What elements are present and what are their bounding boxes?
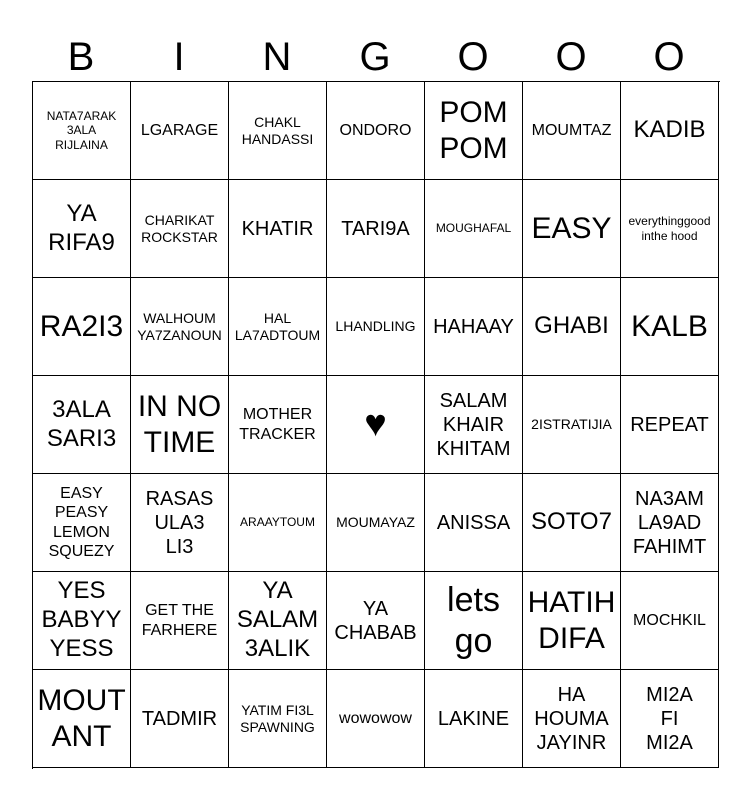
bingo-cell[interactable]: SALAM KHAIR KHITAM	[425, 376, 523, 474]
bingo-cell[interactable]: everythinggood inthe hood	[621, 180, 719, 278]
bingo-cell[interactable]: MOUMTAZ	[523, 82, 621, 180]
bingo-cell[interactable]: REPEAT	[621, 376, 719, 474]
bingo-cell[interactable]: IN NO TIME	[131, 376, 229, 474]
bingo-cell[interactable]: CHAKL HANDASSI	[229, 82, 327, 180]
bingo-cell[interactable]: YA RIFA9	[33, 180, 131, 278]
bingo-cell[interactable]: MOUGHAFAL	[425, 180, 523, 278]
bingo-cell[interactable]: MI2A FI MI2A	[621, 670, 719, 768]
header-letter-7: O	[653, 35, 685, 79]
bingo-cell[interactable]: YA CHABAB	[327, 572, 425, 670]
bingo-cell[interactable]: GET THE FARHERE	[131, 572, 229, 670]
bingo-card	[32, 81, 720, 769]
header-letter-1: B	[67, 35, 95, 79]
header-letter-4: G	[359, 35, 391, 79]
bingo-cell[interactable]: MOUT ANT	[33, 670, 131, 768]
bingo-cell[interactable]: TARI9A	[327, 180, 425, 278]
bingo-cell[interactable]: wowowow	[327, 670, 425, 768]
bingo-cell[interactable]: ARAAYTOUM	[229, 474, 327, 572]
bingo-cell[interactable]: TADMIR	[131, 670, 229, 768]
bingo-cell[interactable]: MOUMAYAZ	[327, 474, 425, 572]
bingo-cell[interactable]: KALB	[621, 278, 719, 376]
bingo-cell[interactable]: LGARAGE	[131, 82, 229, 180]
bingo-header	[32, 32, 718, 82]
header-letter-3: N	[262, 35, 292, 79]
bingo-cell[interactable]: KADIB	[621, 82, 719, 180]
bingo-cell[interactable]: NA3AM LA9AD FAHIMT	[621, 474, 719, 572]
bingo-cell[interactable]: ONDORO	[327, 82, 425, 180]
bingo-cell[interactable]: KHATIR	[229, 180, 327, 278]
bingo-cell[interactable]: RASAS ULA3 LI3	[131, 474, 229, 572]
heart-icon: ♥	[364, 402, 387, 445]
bingo-cell[interactable]: MOTHER TRACKER	[229, 376, 327, 474]
bingo-cell[interactable]: lets go	[425, 572, 523, 670]
bingo-cell[interactable]: YATIM FI3L SPAWNING	[229, 670, 327, 768]
bingo-cell[interactable]: HAL LA7ADTOUM	[229, 278, 327, 376]
bingo-cell[interactable]: CHARIKAT ROCKSTAR	[131, 180, 229, 278]
bingo-cell[interactable]: MOCHKIL	[621, 572, 719, 670]
header-letter-6: O	[555, 35, 587, 79]
bingo-cell[interactable]: HATIH DIFA	[523, 572, 621, 670]
bingo-cell[interactable]: ANISSA	[425, 474, 523, 572]
bingo-cell[interactable]: HA HOUMA JAYINR	[523, 670, 621, 768]
bingo-cell[interactable]: WALHOUM YA7ZANOUN	[131, 278, 229, 376]
free-space-cell[interactable]	[327, 376, 425, 474]
bingo-cell[interactable]: 3ALA SARI3	[33, 376, 131, 474]
bingo-cell[interactable]: SOTO7	[523, 474, 621, 572]
bingo-cell[interactable]: HAHAAY	[425, 278, 523, 376]
bingo-cell[interactable]: EASY PEASY LEMON SQUEZY	[33, 474, 131, 572]
bingo-cell[interactable]: GHABI	[523, 278, 621, 376]
bingo-cell[interactable]: 2ISTRATIJIA	[523, 376, 621, 474]
header-letter-2: I	[173, 35, 185, 79]
bingo-cell[interactable]: NATA7ARAK 3ALA RIJLAINA	[33, 82, 131, 180]
bingo-cell[interactable]: LHANDLING	[327, 278, 425, 376]
bingo-cell[interactable]: RA2I3	[33, 278, 131, 376]
bingo-cell[interactable]: YES BABYY YESS	[33, 572, 131, 670]
bingo-cell[interactable]: LAKINE	[425, 670, 523, 768]
header-letter-5: O	[457, 35, 489, 79]
bingo-cell[interactable]: YA SALAM 3ALIK	[229, 572, 327, 670]
bingo-cell[interactable]: POM POM	[425, 82, 523, 180]
bingo-cell[interactable]: EASY	[523, 180, 621, 278]
